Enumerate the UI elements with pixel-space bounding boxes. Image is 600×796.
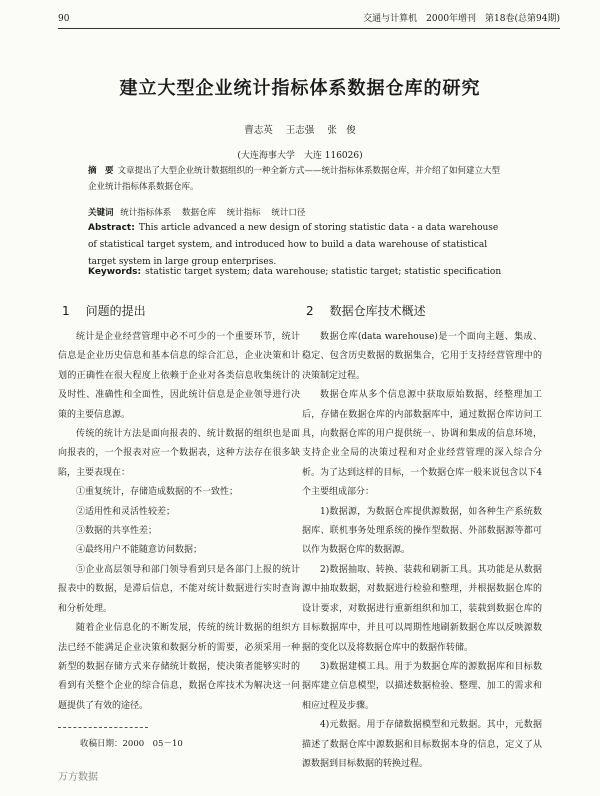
footnote-rule bbox=[58, 727, 148, 729]
list-item: ②适用性和灵活性较差； bbox=[76, 506, 176, 517]
body-paragraph: 统计是企业经营管理中必不可少的一个重要环节，统计信息是企业历史信息和基本信息的综合汇总，企业决策和计划的正确性在很大程度上依赖于企业对各类信息收集统计的及时性、准确性和全面性，因此统计信息是企业领导进行决策的主要信息源。 bbox=[58, 332, 300, 420]
keyword-cn: 数据仓库 bbox=[181, 208, 216, 218]
received-date-footnote: 收稿日期：2000 05－10 bbox=[80, 739, 183, 749]
list-item: 4)元数据。用于存储数据模型和元数据。其中，元数据描述了数据仓库中源数据和目标数据本身的信息，定义了从源数据到目标数据的转换过程。 bbox=[302, 720, 542, 769]
abstract-cn-label: 摘 要 bbox=[88, 166, 114, 176]
author-name: 曹志英 bbox=[244, 125, 273, 136]
list-item: 1)数据源，为数据仓库提供源数据，如各种生产系统数据库、联机事务处理系统的操作型数据、外部数据源等都可以作为数据仓库的数据源。 bbox=[302, 506, 542, 556]
header-rule bbox=[58, 28, 560, 29]
list-item: ①重复统计，存储造成数据的不一致性； bbox=[76, 487, 239, 498]
list-item: 2)数据抽取、转换、装载和刷新工具。其功能是从数据源中抽取数据，对数据进行检验和整理，并根据数据仓库的设计要求，对数据进行重新组织和加工，装载到数据仓库的目标数据库中，并且可以周期性地刷新数据仓库以反映源数据的变化以及将数据仓库中的数据作转储。 bbox=[302, 564, 542, 653]
body-paragraph: 数据仓库(data warehouse)是一个面向主题、集成、稳定、包含历史数据的数据集合，它用于支持经营管理中的决策制定过程。 bbox=[302, 332, 542, 381]
section-title: 问题的提出 bbox=[85, 304, 146, 318]
keywords-en bbox=[88, 264, 508, 281]
page-number: 90 bbox=[58, 14, 70, 24]
keyword-cn: 统计指标 bbox=[226, 208, 261, 218]
running-header bbox=[58, 12, 560, 26]
body-paragraph: 随着企业信息化的不断发展，传统的统计数据的组织方法已经不能满足企业决策和数据分析的需要，必须采用一种新型的数据存储方式来存储统计数据，使决策者能够实时的看到有关整个企业的综合信息，数据仓库技术为解决这一问题提供了有效的途径。 bbox=[58, 623, 300, 711]
section-heading-2 bbox=[306, 302, 542, 320]
keywords-en-label: Keywords: bbox=[88, 267, 142, 277]
body-paragraph: 数据仓库从多个信息源中获取原始数据，经整理加工后，存储在数据仓库的内部数据库中，通过数据仓库访问工具，向数据仓库的用户提供统一、协调和集成的信息环境，支持企业全局的决策过程和对企业经营管理的深入综合分析。为了达到这样的目标，一个数据仓库一般来说包含以下4个主要组成部分： bbox=[302, 390, 542, 498]
body-paragraph: 传统的统计方法是面向报表的、统计数据的组织也是面向报表的，一个报表对应一个数据表，这种方法存在很多缺陷，主要表现在： bbox=[58, 429, 300, 478]
author-name: 张 俊 bbox=[327, 125, 356, 136]
section-heading-1 bbox=[62, 302, 300, 320]
abstract-en-label: Abstract: bbox=[88, 223, 135, 233]
keywords-cn-label: 关键词 bbox=[88, 208, 114, 218]
section-number: 1 bbox=[62, 304, 70, 318]
abstract-en-text: This article advanced a new design of storing statistic data - a data warehouse of statistical target system, and introduced how to build a data warehouse of statistical target system in large group enterprises. bbox=[88, 223, 499, 267]
section-number: 2 bbox=[306, 304, 314, 318]
section-title: 数据仓库技术概述 bbox=[329, 304, 426, 318]
left-column bbox=[58, 300, 300, 716]
list-item: 3)数据建模工具。用于为数据仓库的源数据库和目标数据库建立信息模型，以描述数据检验、整理、加工的需求和相应过程及步骤。 bbox=[302, 661, 542, 711]
abstract-cn-text: 文章提出了大型企业统计数据组织的一种全新方式——统计指标体系数据仓库，并介绍了如何建立大型企业统计指标体系数据仓库。 bbox=[88, 166, 501, 192]
affiliation: (大连海事大学 大连 116026) bbox=[237, 151, 363, 161]
keywords-cn bbox=[88, 205, 508, 221]
list-item: ④最终用户不能随意访问数据； bbox=[76, 545, 203, 556]
watermark-logo: 万方数据 bbox=[58, 772, 98, 783]
right-column bbox=[302, 300, 542, 774]
paper-title: 建立大型企业统计指标体系数据仓库的研究 bbox=[119, 78, 481, 99]
author-list bbox=[0, 122, 600, 136]
list-item: ③数据的共享性差； bbox=[76, 526, 158, 537]
author-name: 王志强 bbox=[285, 125, 315, 136]
abstract-cn bbox=[88, 163, 508, 195]
list-item: ⑤企业高层领导和部门领导看到只是各部门上报的统计报表中的数据，是滞后信息，不能对统计数据进行实时查询和分析处理。 bbox=[58, 564, 300, 614]
keyword-cn: 统计口径 bbox=[271, 208, 306, 218]
keywords-en-text: statistic target system; data warehouse; statistic target; statistic specification bbox=[145, 267, 502, 277]
journal-info: 交通与计算机 2000年增刊 第18卷(总第94期) bbox=[363, 14, 560, 24]
keyword-cn: 统计指标体系 bbox=[120, 208, 172, 218]
